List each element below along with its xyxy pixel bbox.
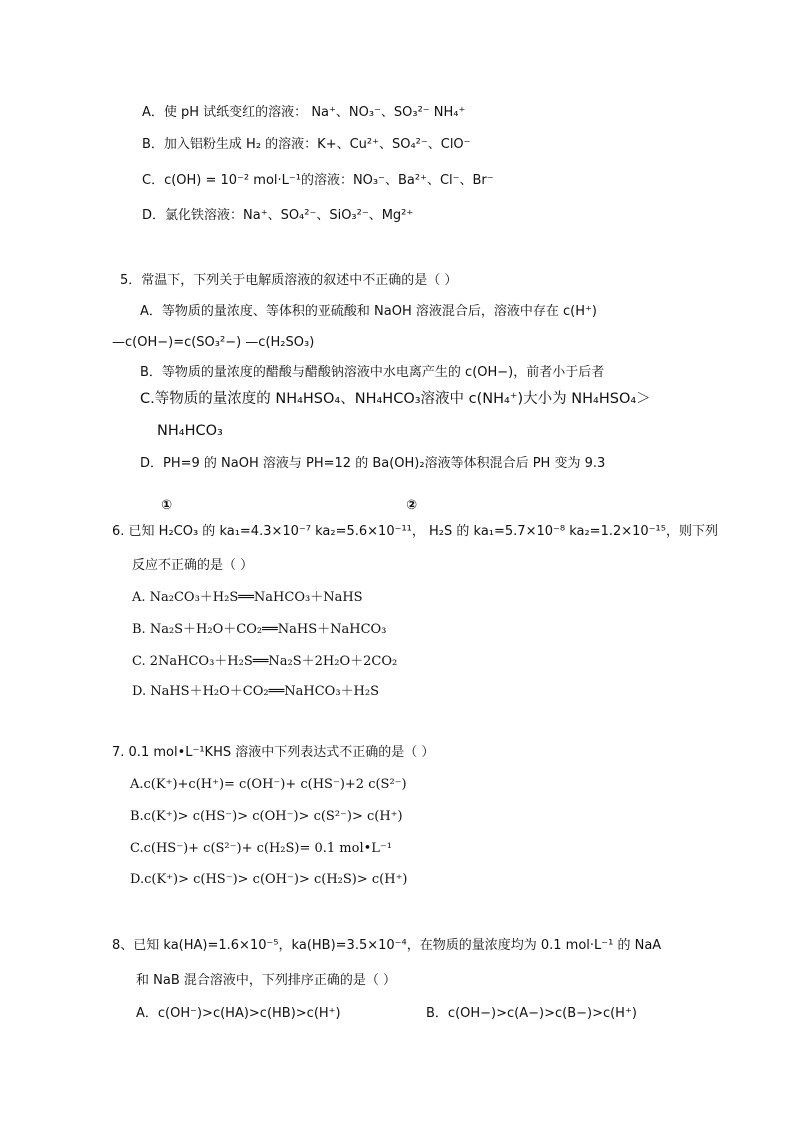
q5-option-c-line2: NH₄HCO₃	[157, 423, 223, 439]
q6-option-b: B. Na₂S＋H₂O＋CO₂══NaHS＋NaHCO₃	[132, 622, 387, 637]
q6-option-a: A. Na₂CO₃＋H₂S══NaHCO₃＋NaHS	[132, 590, 363, 605]
q5-option-d: D．PH=9 的 NaOH 溶液与 PH=12 的 Ba(OH)₂溶液等体积混合后 PH 变为 9.3	[140, 456, 606, 471]
q5-option-b: B．等物质的量浓度的醋酸与醋酸钠溶液中水电离产生的 c(OH−)，前者小于后者	[140, 365, 605, 380]
q7-option-b: B.c(K⁺)> c(HS⁻)> c(OH⁻)> c(S²⁻)> c(H⁺)	[130, 809, 403, 824]
q6-stem-line2: 反应不正确的是（ ）	[132, 558, 254, 573]
q7-option-c: C.c(HS⁻)+ c(S²⁻)+ c(H₂S)= 0.1 mol•L⁻¹	[130, 841, 392, 856]
q8-stem-line2: 和 NaB 混合溶液中，下列排序正确的是（ ）	[136, 973, 397, 988]
q4-option-d: D．氯化铁溶液：Na⁺、SO₄²⁻、SiO₃²⁻、Mg²⁺	[142, 208, 414, 223]
q6-option-c: C. 2NaHCO₃＋H₂S══Na₂S＋2H₂O＋2CO₂	[132, 654, 398, 669]
q5-option-c-line1: C.等物质的量浓度的 NH₄HSO₄、NH₄HCO₃溶液中 c(NH₄⁺)大小为 NH₄HSO₄＞	[140, 391, 651, 407]
q8-option-a: A．c(OH⁻)>c(HA)>c(HB)>c(H⁺)	[136, 1006, 341, 1021]
q8-option-b: B．c(OH−)>c(A−)>c(B−)>c(H⁺)	[426, 1006, 637, 1021]
q6-option-d: D. NaHS＋H₂O＋CO₂══NaHCO₃＋H₂S	[132, 684, 380, 699]
q5-stem: 5．常温下，下列关于电解质溶液的叙述中不正确的是（ ）	[120, 273, 458, 288]
q7-option-d: D.c(K⁺)> c(HS⁻)> c(OH⁻)> c(H₂S)> c(H⁺)	[130, 872, 408, 887]
q4-option-a: A．使 pH 试纸变红的溶液： Na⁺、NO₃⁻、SO₃²⁻ NH₄⁺	[142, 105, 466, 120]
q4-option-b: B．加入铝粉生成 H₂ 的溶液：K+、Cu²⁺、SO₄²⁻、ClO⁻	[142, 137, 471, 152]
q6-stem-line1: 6. 已知 H₂CO₃ 的 ka₁=4.3×10⁻⁷ ka₂=5.6×10⁻¹¹， H₂S 的 ka₁=5.7×10⁻⁸ ka₂=1.2×10⁻¹⁵，则下列	[112, 524, 718, 539]
q5-option-a-line1: A．等物质的量浓度、等体积的亚硫酸和 NaOH 溶液混合后，溶液中存在 c(H⁺)	[140, 304, 597, 319]
q7-stem: 7. 0.1 mol•L⁻¹KHS 溶液中下列表达式不正确的是（ ）	[112, 745, 435, 760]
q4-option-c: C．c(OH) = 10⁻² mol·L⁻¹的溶液：NO₃⁻、Ba²⁺、Cl⁻、Br⁻	[142, 173, 494, 188]
q6-mark-1: ①	[161, 498, 173, 513]
q6-mark-2: ②	[406, 498, 418, 513]
q8-stem-line1: 8、已知 ka(HA)=1.6×10⁻⁵，ka(HB)=3.5×10⁻⁴，在物质的量浓度均为 0.1 mol·L⁻¹ 的 NaA	[112, 938, 662, 953]
q7-option-a: A.c(K⁺)+c(H⁺)= c(OH⁻)+ c(HS⁻)+2 c(S²⁻)	[130, 777, 407, 792]
q5-option-a-line2: —c(OH−)=c(SO₃²−) —c(H₂SO₃)	[112, 335, 315, 350]
